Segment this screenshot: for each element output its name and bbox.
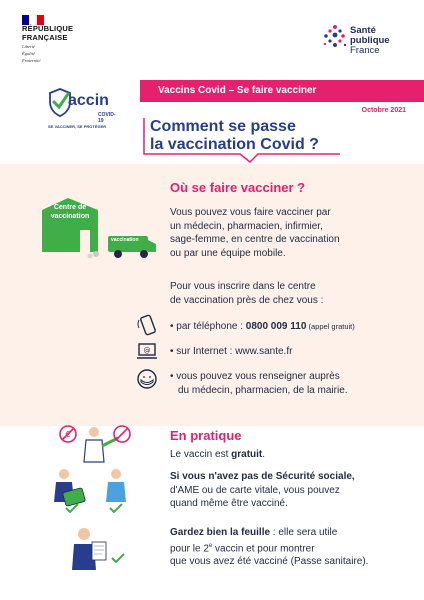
bullet-ask-line-1: • vous pouvez vous renseigner auprès	[170, 371, 340, 382]
keep-sheet-illustration	[60, 524, 140, 574]
computer-icon	[136, 340, 158, 362]
publication-date: Octobre 2021	[361, 107, 406, 114]
practice-p3-line-2-prefix: pour le 2	[170, 542, 209, 554]
where-p1-line-1: Vous pouvez vous faire vacciner par	[170, 207, 331, 218]
svg-text:€: €	[65, 430, 71, 439]
vaccin-word: accin	[68, 92, 109, 109]
topic-banner: Vaccins Covid – Se faire vacciner	[140, 80, 424, 102]
french-flag-icon	[22, 12, 44, 22]
page-title-line-2: la vaccination Covid ?	[150, 136, 319, 153]
practice-p3-sup: e	[208, 542, 213, 549]
rf-motto-3: Fraternité	[22, 58, 41, 64]
practice-p3-bold: Gardez bien la feuille	[170, 527, 271, 538]
practice-p1-bold: gratuit	[231, 449, 263, 460]
where-p2-line-2: de vaccination près de chez vous :	[170, 294, 324, 306]
truck-label: vaccination	[111, 237, 139, 243]
rf-motto-2: Égalité	[22, 51, 35, 57]
center-label-2: vaccination	[50, 212, 90, 220]
bullet-internet: • sur Internet : www.sante.fr	[170, 346, 293, 357]
where-paragraph-2	[170, 280, 323, 307]
masked-person-icon	[136, 368, 158, 390]
phone-number: 0800 009 110	[245, 321, 307, 332]
where-p1-line-4: ou par une équipe mobile.	[170, 247, 286, 259]
spf-line-3: France	[350, 45, 380, 56]
no-social-security-illustration	[50, 466, 140, 516]
practice-paragraph-2	[170, 470, 355, 511]
practice-paragraph-1	[170, 448, 265, 462]
practice-p2-line-2: d'AME ou de carte vitale, vous pouvez	[170, 484, 340, 496]
practice-heading: En pratique	[170, 428, 242, 443]
center-label-1: Centre de	[53, 204, 87, 211]
phone-icon	[136, 314, 158, 336]
practice-p2-bold: Si vous n'avez pas de Sécurité sociale,	[170, 471, 355, 482]
vaccin-covid-logo	[48, 88, 118, 132]
practice-p1-prefix: Le vaccin est	[170, 449, 232, 460]
page-title-line-1: Comment se passe	[150, 118, 296, 135]
practice-p3-line-2-suffix: vaccin et pour montrer	[212, 542, 315, 554]
svg-text:@: @	[143, 346, 151, 355]
rf-motto-1: Liberté	[22, 44, 35, 49]
rf-title-line-1: RÉPUBLIQUE	[22, 24, 74, 33]
center-sign	[44, 204, 96, 221]
vaccination-center-illustration	[40, 192, 160, 262]
practice-p3-line-3: que vous avez été vacciné (Passe sanitaire).	[170, 556, 369, 568]
where-paragraph-1	[170, 206, 340, 260]
where-heading: Où se faire vacciner ?	[170, 180, 306, 195]
bullet-phone-prefix: • par téléphone :	[170, 321, 246, 332]
bullet-ask-line-2: du médecin, pharmacien, de la mairie.	[178, 384, 348, 396]
practice-p3-line-1-suffix: : elle sera utile	[270, 527, 338, 538]
spf-line-2: publique	[350, 35, 390, 46]
where-p2-line-1: Pour vous inscrire dans le centre	[170, 281, 316, 292]
bullet-ask-local	[170, 370, 348, 397]
where-p1-line-3: sage-femme, en centre de vaccination	[170, 234, 340, 245]
free-vaccine-illustration	[50, 416, 140, 466]
spf-dots-icon	[322, 24, 348, 50]
covid-tag: COVID-19	[98, 112, 116, 124]
spf-text	[350, 26, 390, 56]
vaccin-slogan: SE VACCINER, SE PROTÉGER	[48, 124, 107, 129]
practice-p1-suffix: .	[262, 449, 266, 460]
republique-francaise-logo	[22, 12, 132, 64]
sante-publique-france-logo	[322, 22, 412, 62]
spf-line-1: Santé	[350, 25, 376, 36]
title-bubble	[140, 114, 360, 162]
practice-p2-line-3: quand même être vacciné.	[170, 498, 288, 509]
phone-free-note: (appel gratuit)	[306, 322, 355, 331]
where-p1-line-2: un médecin, pharmacien, infirmier,	[170, 220, 323, 232]
rf-title-line-2: FRANÇAISE	[22, 32, 68, 42]
bullet-phone	[170, 320, 355, 334]
practice-paragraph-3	[170, 526, 368, 569]
